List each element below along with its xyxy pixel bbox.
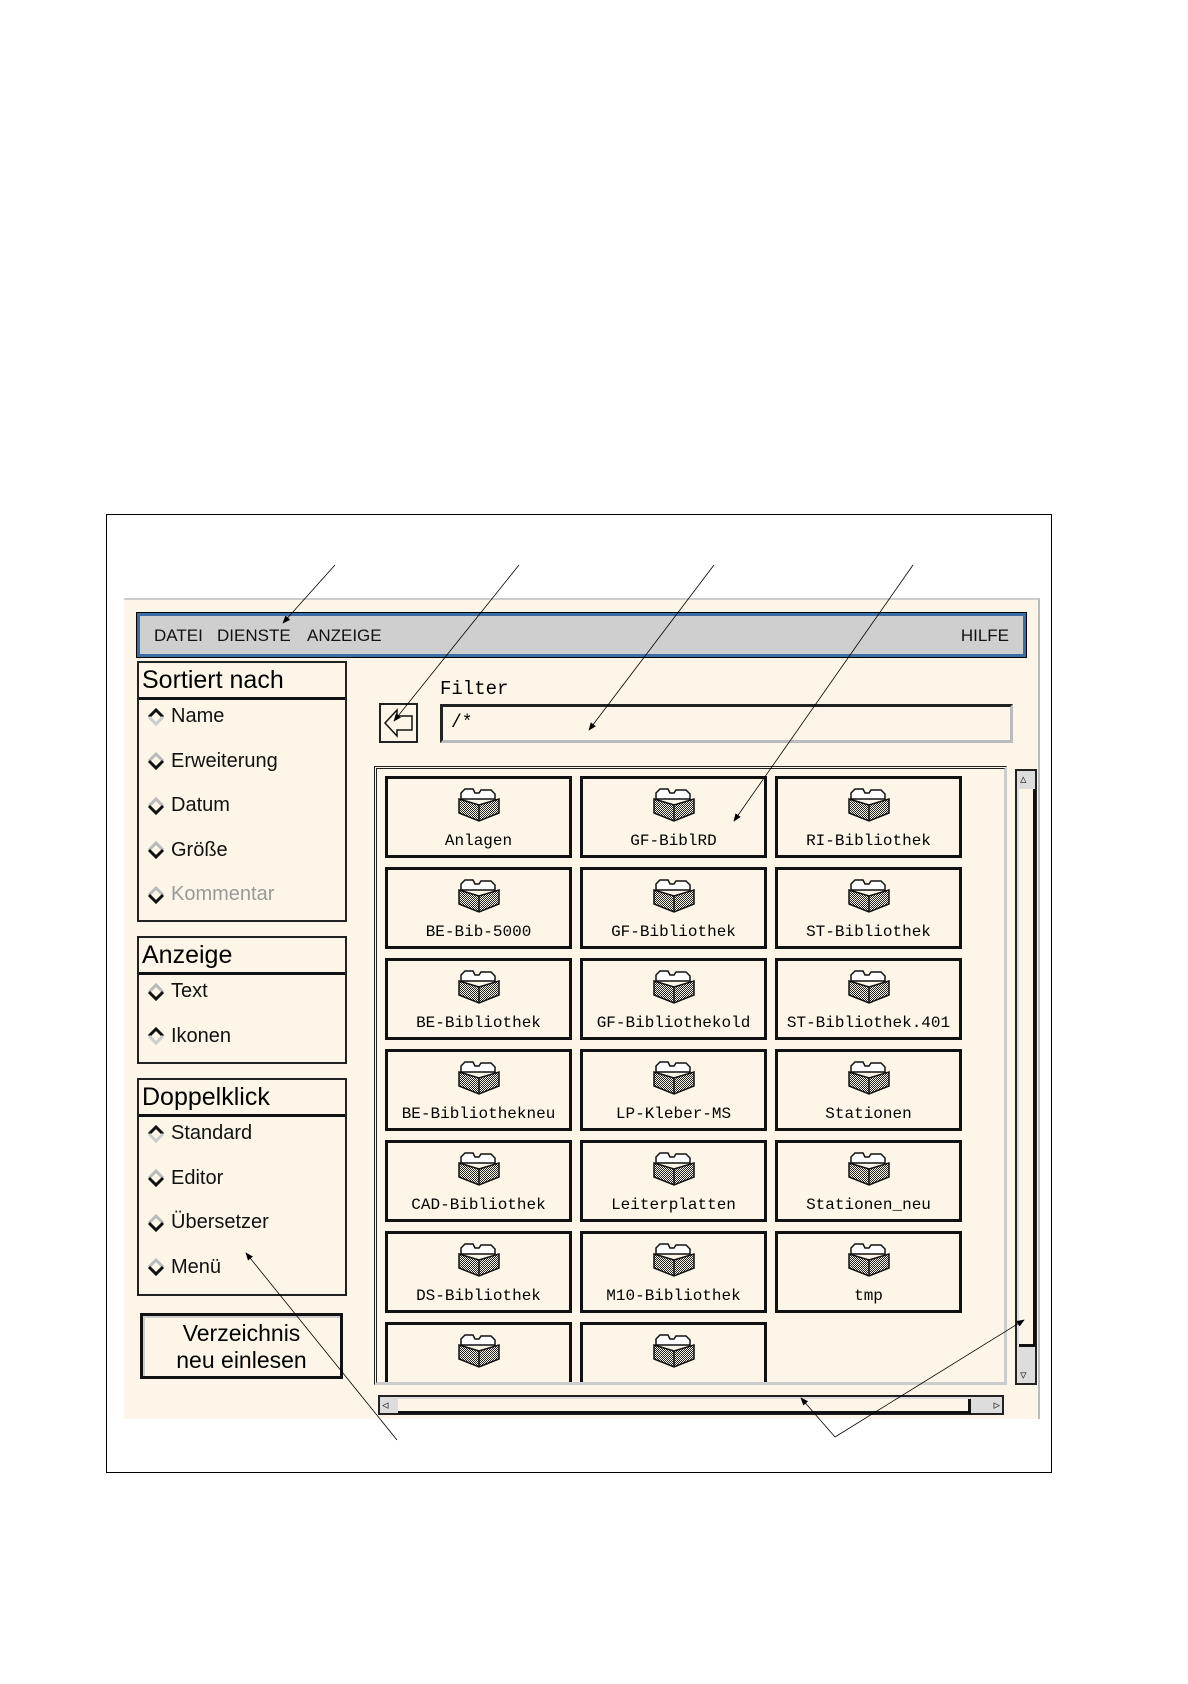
- folder-icon: [847, 785, 891, 823]
- folder-icon: [652, 967, 696, 1005]
- folder-icon: [847, 1058, 891, 1096]
- sort-option[interactable]: [147, 794, 230, 817]
- radio-selected-icon: [147, 1027, 165, 1045]
- folder-icon: [457, 1331, 501, 1369]
- folder-name: M10-Bibliothek: [606, 1287, 741, 1305]
- folder-icon: [457, 1240, 501, 1278]
- folder-tile[interactable]: [580, 1049, 767, 1131]
- folder-name: GF-BiblRD: [630, 832, 717, 850]
- folder-icon: [847, 1240, 891, 1278]
- folder-name: BE-Bibliothekneu: [401, 1105, 556, 1123]
- folder-icon: [652, 1058, 696, 1096]
- radio-unselected-icon: [147, 886, 165, 904]
- folder-tile[interactable]: [580, 1322, 767, 1385]
- option-label: Erweiterung: [171, 749, 278, 772]
- folder-tile[interactable]: [385, 1140, 572, 1222]
- folder-tile[interactable]: [580, 776, 767, 858]
- folder-tile[interactable]: [580, 1140, 767, 1222]
- option-label: Standard: [171, 1122, 253, 1144]
- sort-option[interactable]: [147, 750, 278, 773]
- horizontal-scroll-thumb[interactable]: [398, 1399, 971, 1414]
- doubleclick-option[interactable]: [147, 1167, 223, 1190]
- radio-unselected-icon: [147, 1258, 165, 1276]
- folder-grid: [374, 766, 1007, 1385]
- radio-unselected-icon: [147, 752, 165, 770]
- filter-label: Filter: [440, 678, 509, 700]
- view-option[interactable]: [147, 1025, 231, 1048]
- option-label: Menü: [171, 1255, 222, 1278]
- folder-name: GF-Bibliothekold: [596, 1014, 751, 1032]
- scroll-down-arrow-icon[interactable]: ▿: [1020, 1367, 1027, 1382]
- sort-option[interactable]: [147, 839, 228, 862]
- menu-anzeige[interactable]: ANZEIGE: [307, 626, 382, 645]
- doubleclick-group-title: Doppelklick: [139, 1080, 345, 1117]
- folder-tile[interactable]: [775, 867, 962, 949]
- sort-group: [137, 661, 347, 922]
- folder-icon: [652, 1331, 696, 1369]
- sort-group-title: Sortiert nach: [139, 663, 345, 700]
- folder-tile[interactable]: [775, 958, 962, 1040]
- view-group: [137, 936, 347, 1064]
- vertical-scroll-thumb[interactable]: [1019, 789, 1036, 1347]
- folder-icon: [847, 1149, 891, 1187]
- back-arrow-icon: [381, 705, 416, 741]
- folder-name: LP-Kleber-MS: [615, 1105, 732, 1123]
- folder-icon: [652, 785, 696, 823]
- back-button[interactable]: [379, 703, 418, 743]
- radio-unselected-icon: [147, 841, 165, 859]
- menu-bar: [137, 613, 1026, 657]
- option-label: Übersetzer: [171, 1211, 269, 1233]
- folder-tile[interactable]: [385, 867, 572, 949]
- option-label: Ikonen: [171, 1024, 232, 1047]
- radio-unselected-icon: [147, 1214, 165, 1232]
- folder-name: tmp: [854, 1287, 883, 1305]
- folder-icon: [457, 785, 501, 823]
- doubleclick-group: [137, 1078, 347, 1296]
- folder-tile[interactable]: [775, 1049, 962, 1131]
- sort-option[interactable]: [147, 705, 224, 728]
- folder-icon: [457, 876, 501, 914]
- folder-tile[interactable]: [580, 958, 767, 1040]
- option-label: Name: [171, 705, 225, 727]
- radio-selected-icon: [147, 708, 165, 726]
- folder-tile[interactable]: [580, 867, 767, 949]
- radio-selected-icon: [147, 1125, 165, 1143]
- folder-icon: [652, 1149, 696, 1187]
- folder-icon: [457, 967, 501, 1005]
- folder-name: GF-Bibliothek: [611, 923, 736, 941]
- option-label: Größe: [171, 838, 228, 861]
- option-label: Editor: [171, 1166, 224, 1189]
- reload-directory-button[interactable]: [140, 1313, 343, 1379]
- menu-datei[interactable]: DATEI: [154, 626, 203, 645]
- scroll-right-arrow-icon[interactable]: ▹: [993, 1397, 1000, 1412]
- doubleclick-option[interactable]: [147, 1122, 252, 1145]
- folder-icon: [847, 876, 891, 914]
- folder-icon: [457, 1149, 501, 1187]
- folder-name: RI-Bibliothek: [806, 832, 931, 850]
- vertical-scrollbar[interactable]: [1015, 769, 1037, 1385]
- filter-input[interactable]: /*: [440, 704, 1013, 743]
- menu-hilfe[interactable]: HILFE: [960, 626, 1009, 645]
- folder-icon: [652, 1240, 696, 1278]
- folder-tile[interactable]: [385, 1231, 572, 1313]
- folder-tile[interactable]: [580, 1231, 767, 1313]
- folder-name: ST-Bibliothek.401: [786, 1014, 951, 1032]
- folder-name: DS-Bibliothek: [416, 1287, 541, 1305]
- menu-dienste[interactable]: DIENSTE: [217, 626, 291, 645]
- option-label: Text: [171, 980, 208, 1002]
- folder-name: BE-Bib-5000: [425, 923, 532, 941]
- folder-tile[interactable]: [775, 1231, 962, 1313]
- sort-option: [147, 883, 274, 906]
- doubleclick-option[interactable]: [147, 1211, 269, 1234]
- doubleclick-option[interactable]: [147, 1256, 221, 1279]
- scroll-left-arrow-icon[interactable]: ◃: [382, 1397, 389, 1412]
- view-option[interactable]: [147, 980, 208, 1003]
- folder-name: Stationen_neu: [806, 1196, 931, 1214]
- folder-tile[interactable]: [775, 776, 962, 858]
- folder-name: CAD-Bibliothek: [411, 1196, 546, 1214]
- reload-label-line2: neu einlesen: [176, 1347, 307, 1373]
- folder-icon: [847, 967, 891, 1005]
- folder-icon: [457, 1058, 501, 1096]
- folder-name: Leiterplatten: [611, 1196, 736, 1214]
- option-label: Kommentar: [171, 883, 275, 905]
- folder-tile[interactable]: [385, 1049, 572, 1131]
- view-group-title: Anzeige: [139, 938, 345, 975]
- folder-name: ST-Bibliothek: [806, 923, 931, 941]
- folder-name: Anlagen: [444, 832, 513, 850]
- folder-tile[interactable]: [775, 1140, 962, 1222]
- radio-unselected-icon: [147, 1169, 165, 1187]
- folder-tile[interactable]: [385, 958, 572, 1040]
- radio-unselected-icon: [147, 797, 165, 815]
- scroll-up-arrow-icon[interactable]: ▵: [1020, 771, 1027, 786]
- option-label: Datum: [171, 794, 230, 816]
- folder-name: Stationen: [825, 1105, 912, 1123]
- folder-icon: [652, 876, 696, 914]
- radio-unselected-icon: [147, 983, 165, 1001]
- folder-tile[interactable]: [385, 776, 572, 858]
- folder-name: BE-Bibliothek: [416, 1014, 541, 1032]
- horizontal-scrollbar[interactable]: [378, 1395, 1004, 1415]
- reload-label-line1: Verzeichnis: [182, 1320, 301, 1346]
- folder-tile[interactable]: [385, 1322, 572, 1385]
